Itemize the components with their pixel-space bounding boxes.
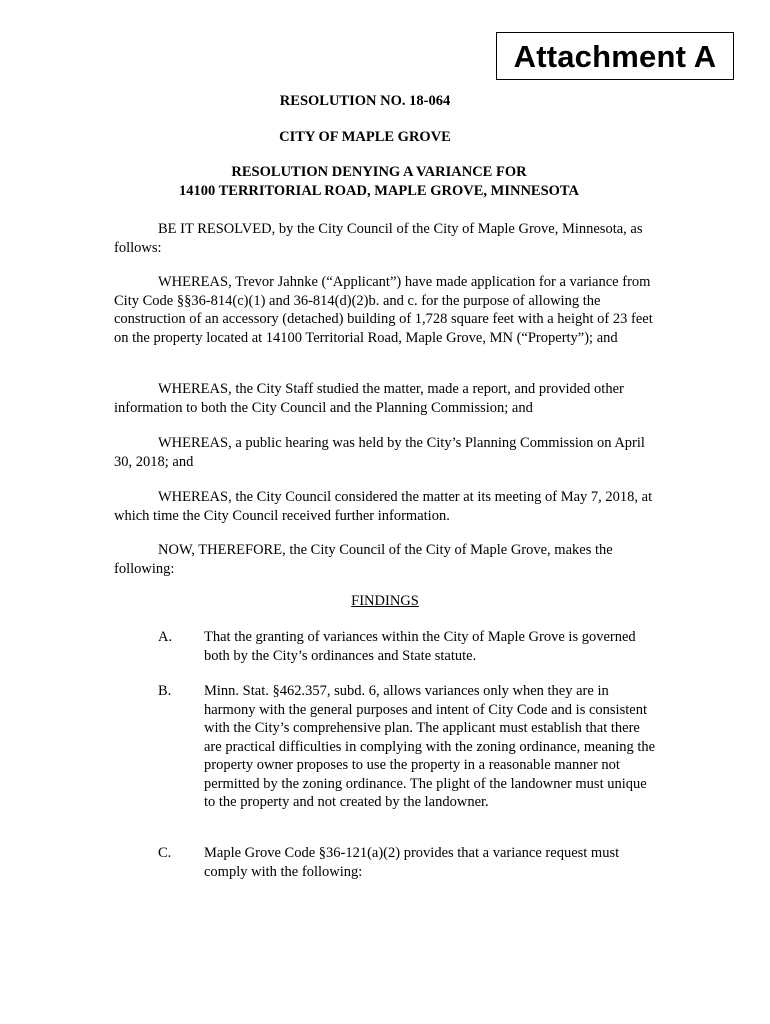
paragraph-whereas-council: WHEREAS, the City Council considered the matter at its meeting of May 7, 2018, at which time the City Council received further information. bbox=[114, 489, 653, 524]
paragraph-be-it-resolved: BE IT RESOLVED, by the City Council of the City of Maple Grove, Minnesota, as follows: bbox=[114, 221, 643, 256]
paragraph-whereas-hearing: WHEREAS, a public hearing was held by the City’s Planning Commission on April 30, 2018; and bbox=[114, 435, 645, 470]
findings-heading bbox=[0, 593, 770, 610]
finding-letter: A. bbox=[158, 629, 173, 645]
resolution-number: RESOLUTION NO. 18-064 bbox=[279, 93, 451, 109]
paragraph-whereas-application: WHEREAS, Trevor Jahnke (“Applicant”) have made application for a variance from City Code §§36-814(c)(1) and 36-814(d)(2)b. and c. for the purpose of allowing the construction of an accessory (detached) building of 1,728 square feet with a height of 23 feet on the property located at 14100 Territorial Road, Maple Grove, MN (“Property”); and bbox=[114, 274, 653, 346]
city-name: CITY OF MAPLE GROVE bbox=[279, 129, 451, 145]
finding-letter: B. bbox=[158, 683, 172, 699]
attachment-label: Attachment A bbox=[496, 32, 734, 80]
paragraph-now-therefore: NOW, THEREFORE, the City Council of the City of Maple Grove, makes the following: bbox=[114, 542, 613, 577]
finding-letter: C. bbox=[158, 845, 172, 861]
resolution-title-line-1: RESOLUTION DENYING A VARIANCE FOR bbox=[231, 164, 527, 180]
resolution-title-line-2: 14100 TERRITORIAL ROAD, MAPLE GROVE, MINNESOTA bbox=[178, 183, 579, 199]
finding-text: Minn. Stat. §462.357, subd. 6, allows variances only when they are in harmony with the general purposes and intent of City Code and is consistent with the City’s comprehensive plan. The applicant must establish that there are practical difficulties in complying with the zoning ordinance, meaning the property owner proposes to use the property in a reasonable manner not permitted by the zoning ordinance. The plight of the landowner must unique to the property and not created by the landowner. bbox=[204, 683, 656, 810]
finding-text: That the granting of variances within the City of Maple Grove is governed both by the City’s ordinances and State statute. bbox=[204, 629, 636, 664]
findings-heading-text: FINDINGS bbox=[351, 593, 419, 609]
finding-text: Maple Grove Code §36-121(a)(2) provides that a variance request must comply with the following: bbox=[204, 845, 620, 880]
paragraph-whereas-staff: WHEREAS, the City Staff studied the matter, made a report, and provided other information to both the City Council and the Planning Commission; and bbox=[114, 381, 624, 416]
